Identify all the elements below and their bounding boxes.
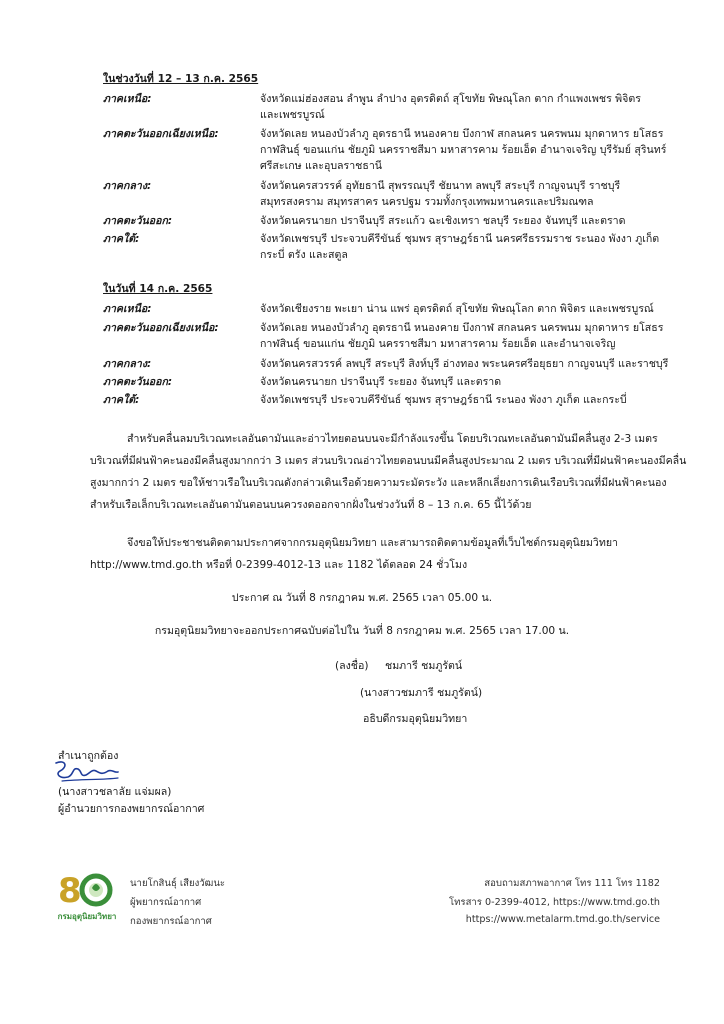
s1-central-line2: สมุทรสงคราม สมุทรสาคร นครปฐม รวมทั้งกรุงเทพมหานครและปริมณฑล — [260, 196, 594, 208]
footer-fax-website: โทรสาร 0-2399-4012, https://www.tmd.go.th — [448, 897, 660, 908]
s2-north-line1: จังหวัดเชียงราย พะเยา น่าน แพร่ อุตรดิตถ์ สุโขทัย พิษณุโลก ตาก พิจิตร และเพชรบูรณ์ — [260, 303, 654, 315]
footer-forecaster-title: ผู้พยากรณ์อากาศ — [130, 897, 202, 908]
s1-north-line1: จังหวัดแม่ฮ่องสอน ลำพูน ลำปาง อุตรดิตถ์ สุโขทัย พิษณุโลก ตาก กำแพงเพชร พิจิตร — [260, 93, 641, 105]
s2-central-line1: จังหวัดนครสวรรค์ ลพบุรี สระบุรี สิงห์บุรี อ่างทอง พระนครศรีอยุธยา กาญจนบุรี และราชบุรี — [260, 358, 669, 370]
paragraph1-line2: บริเวณที่มีฝนฟ้าคะนองมีคลื่นสูงมากกว่า 3 เมตร ส่วนบริเวณอ่าวไทยตอนบนมีคลื่นสูงประมาณ 2 เมตร บริเวณที่มีฝนฟ้าคะนองมีคลื่น — [90, 455, 687, 467]
signer-position: อธิบดีกรมอุตุนิยมวิทยา — [363, 713, 468, 725]
s1-northeast-line3: ศรีสะเกษ และอุบลราชธานี — [260, 160, 383, 172]
footer-forecaster-name: นายโกสินธุ์ เสียงวัฒนะ — [130, 878, 226, 889]
s1-south-line1: จังหวัดเพชรบุรี ประจวบคีรีขันธ์ ชุมพร สุราษฎร์ธานี นครศรีธรรมราช ระนอง พังงา ภูเก็ต — [260, 233, 660, 245]
tmd-80th-logo — [56, 866, 118, 928]
s2-label-central: ภาคกลาง: — [103, 358, 152, 370]
s2-south-line1: จังหวัดเพชรบุรี ประจวบคีรีขันธ์ ชุมพร สุราษฎร์ธานี ระนอง พังงา ภูเก็ต และกระบี่ — [260, 394, 627, 406]
s1-label-central: ภาคกลาง: — [103, 180, 152, 192]
s2-label-northeast: ภาคตะวันออกเฉียงเหนือ: — [103, 322, 219, 334]
s1-east-line1: จังหวัดนครนายก ปราจีนบุรี สระแก้ว ฉะเชิงเทรา ชลบุรี ระยอง จันทบุรี และตราด — [260, 215, 626, 227]
paragraph2-line2: http://www.tmd.go.th หรือที่ 0-2399-4012-13 และ 1182 ได้ตลอด 24 ชั่วโมง — [90, 559, 468, 571]
section1-heading: ในช่วงวันที่ 12 – 13 ก.ค. 2565 — [103, 73, 259, 85]
footer-division: กองพยากรณ์อากาศ — [130, 916, 212, 927]
footer-contact-phone: สอบถามสภาพอากาศ โทร 111 โทร 1182 — [484, 878, 660, 889]
s2-label-east: ภาคตะวันออก: — [103, 376, 173, 388]
svg-text:8: 8 — [58, 871, 82, 911]
s2-northeast-line1: จังหวัดเลย หนองบัวลำภู อุดรธานี หนองคาย บึงกาฬ สกลนคร นครพนม มุกดาหาร ยโสธร — [260, 322, 664, 334]
s2-east-line1: จังหวัดนครนายก ปราจีนบุรี ระยอง จันทบุรี และตราด — [260, 376, 502, 388]
s1-central-line1: จังหวัดนครสวรรค์ อุทัยธานี สุพรรณบุรี ชัยนาท ลพบุรี สระบุรี กาญจนบุรี ราชบุรี — [260, 180, 621, 192]
s1-label-south: ภาคใต้: — [103, 233, 140, 245]
s2-label-south: ภาคใต้: — [103, 394, 140, 406]
announcement-date: ประกาศ ณ วันที่ 8 กรกฎาคม พ.ศ. 2565 เวลา 05.00 น. — [231, 592, 493, 604]
footer-service-link[interactable]: https://www.metalarm.tmd.go.th/service — [465, 914, 660, 925]
certified-title: สำเนาถูกต้อง — [58, 750, 119, 762]
signed-prefix: (ลงชื่อ) — [335, 660, 369, 672]
signed-name: ชมภารี ชมภูรัตน์ — [385, 660, 463, 672]
paragraph1-line1: สำหรับคลื่นลมบริเวณทะเลอันดามันและอ่าวไทยตอนบนจะมีกำลังแรงขึ้น โดยบริเวณทะเลอันดามันมีคลื่นสูง 2-3 เมตร — [127, 433, 658, 445]
paragraph1-line3: สูงมากกว่า 2 เมตร ขอให้ชาวเรือในบริเวณดังกล่าวเดินเรือด้วยความระมัดระวัง และหลีกเลี่ยงการเดินเรือบริเวณที่มีฝนฟ้าคะนอง — [90, 477, 667, 489]
s1-label-northeast: ภาคตะวันออกเฉียงเหนือ: — [103, 128, 219, 140]
section2-heading: ในวันที่ 14 ก.ค. 2565 — [103, 283, 213, 295]
s1-northeast-line2: กาฬสินธุ์ ขอนแก่น ชัยภูมิ นครราชสีมา มหาสารคาม ร้อยเอ็ด อำนาจเจริญ บุรีรัมย์ สุรินทร์ — [260, 144, 667, 156]
next-notice: กรมอุตุนิยมวิทยาจะออกประกาศฉบับต่อไปใน วันที่ 8 กรกฎาคม พ.ศ. 2565 เวลา 17.00 น. — [154, 625, 570, 637]
paragraph2-line1: จึงขอให้ประชาชนติดตามประกาศจากกรมอุตุนิยมวิทยา และสามารถติดตามข้อมูลที่เว็บไซต์กรมอุตุนิยมวิทยา — [127, 537, 619, 549]
handwritten-signature — [52, 757, 122, 785]
s2-northeast-line2: กาฬสินธุ์ ขอนแก่น ชัยภูมิ นครราชสีมา มหาสารคาม ร้อยเอ็ด และอำนาจเจริญ — [260, 338, 616, 350]
s1-label-east: ภาคตะวันออก: — [103, 215, 173, 227]
s1-label-north: ภาคเหนือ: — [103, 93, 152, 105]
s1-northeast-line1: จังหวัดเลย หนองบัวลำภู อุดรธานี หนองคาย บึงกาฬ สกลนคร นครพนม มุกดาหาร ยโสธร — [260, 128, 664, 140]
paragraph1-line4: สำหรับเรือเล็กบริเวณทะเลอันดามันตอนบนควรงดออกจากฝั่งในช่วงวันที่ 8 – 13 ก.ค. 65 นี้ไว้ด้วย — [90, 499, 532, 511]
certified-name: (นางสาวชลาลัย แจ่มผล) — [58, 786, 172, 798]
s1-south-line2: กระบี่ ตรัง และสตูล — [260, 249, 348, 261]
s1-north-line2: และเพชรบูรณ์ — [260, 109, 325, 121]
s2-label-north: ภาคเหนือ: — [103, 303, 152, 315]
signer-full-name: (นางสาวชมภารี ชมภูรัตน์) — [360, 687, 483, 699]
logo-text: กรมอุตุนิยมวิทยา — [57, 912, 117, 921]
certified-position: ผู้อำนวยการกองพยากรณ์อากาศ — [58, 803, 205, 815]
